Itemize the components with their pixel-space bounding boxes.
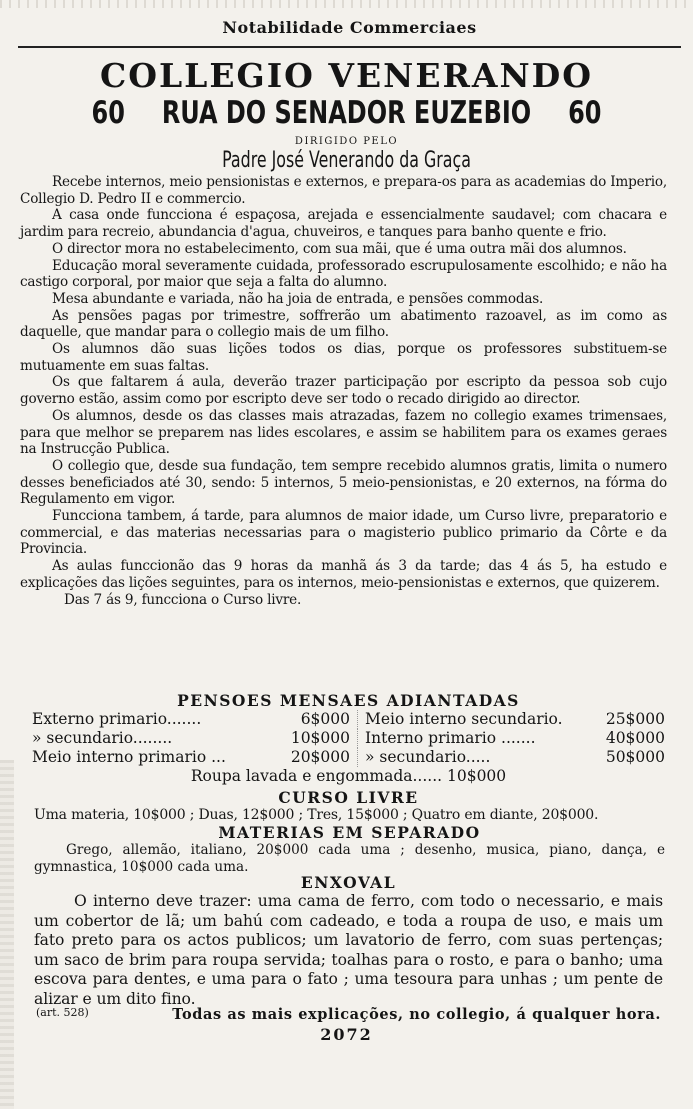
directed-by-label: DIRIGIDO PELO	[294, 136, 399, 147]
paragraph: Educação moral severamente cuidada, professorado escrupulosamente escolhido; e não ha castigo corporal, por maior que seja a falta do alumno.	[20, 257, 667, 291]
paragraph: Mesa abundante e variada, não ha joia de entrada, e pensões commodas.	[52, 290, 544, 307]
materias-prices: Grego, allemão, italiano, 20$000 cada uma ; desenho, musica, piano, dança, e gymnastica, 10$000 cada uma.	[34, 842, 665, 875]
fee-label: Meio interno secundario.	[365, 710, 563, 728]
fee-value: 10$000	[290, 729, 350, 747]
paragraph: O director mora no estabelecimento, com sua mãi, que é uma outra mãi dos alumnos.	[52, 240, 627, 257]
curso-title: CURSO LIVRE	[278, 788, 419, 807]
enxoval-text: O interno deve trazer: uma cama de ferro, com todo o necessario, e mais um cobertor de lã; um bahú com cadeado, e toda a roupa de uso, e mais um fato preto para os actos publicos; um lavatorio de ferro, com suas pertenças; um saco de brim para roupa servida; toalhas para o rosto, e para o banho; uma escova para dentes, e uma para o fato ; uma tesoura para unhas ; um pente de alizar e um dito fino.	[34, 892, 663, 1008]
street-number-left: 60	[91, 95, 125, 131]
footer-line	[36, 1006, 661, 1023]
paper-edge-top	[0, 0, 693, 8]
fee-value: 20$000	[290, 748, 350, 766]
article-ref: (art. 528)	[36, 1006, 89, 1019]
page-title: COLLEGIO VENERANDO	[99, 56, 594, 95]
section-header: Notabilidade Commerciaes	[222, 18, 477, 37]
paragraph: As pensões pagas por trimestre, soffrerão um abatimento razoavel, as im como as daquelle, que mandar para o collegio mais de um filho.	[20, 307, 667, 341]
fee-label: Meio interno primario ...	[32, 748, 226, 766]
fee-value: 25$000	[605, 710, 665, 728]
paragraph: A casa onde funcciona é espaçosa, arejada e essencialmente saudavel; com chacara e jardim para recreio, abundancia d'agua, chuveiros, e tanques para banho quente e frio.	[20, 207, 667, 241]
paragraph: Os alumnos dão suas lições todos os dias, porque os professores substituem-se mutuamente em suas faltas.	[20, 341, 667, 374]
paragraph: Os alumnos, desde os das classes mais atrazadas, fazem no collegio exames trimensaes, para que melhor se preparem nas lides escolares, e assim se habilitem para os exames geraes na Instrucção Publica.	[20, 407, 667, 458]
materias-title: MATERIAS EM SEPARADO	[218, 823, 481, 842]
paragraph-last: Das 7 ás 9, funcciona o Curso livre.	[64, 591, 302, 608]
fee-label: » secundario.....	[365, 748, 491, 766]
body-text	[20, 174, 667, 608]
street-number-right: 60	[568, 95, 602, 131]
paper-edge-left	[0, 760, 14, 1109]
address-line	[66, 95, 628, 131]
paragraph: Funcciona tambem, á tarde, para alumnos de maior idade, um Curso livre, preparatorio e commercial, e das materias necessarias para o magisterio publico primario da Côrte e da Provincia.	[20, 508, 667, 558]
fees-title: PENSOES MENSAES ADIANTADAS	[177, 691, 520, 710]
paragraph: Os que faltarem á aula, deverão trazer participação por escripto da pessoa sob cujo governo estão, assim como por escripto deve ser todo o recado dirigido ao director.	[20, 374, 667, 408]
street-name: RUA DO SENADOR EUZEBIO	[161, 95, 532, 131]
fee-row	[32, 710, 665, 729]
laundry-line: Roupa lavada e engommada...... 10$000	[190, 767, 507, 785]
column-separator	[357, 729, 359, 748]
fee-value: 6$000	[300, 710, 350, 728]
fee-row	[32, 748, 665, 767]
paragraph: Recebe internos, meio pensionistas e externos, e prepara-os para as academias do Imperio, Collegio D. Pedro II e commercio.	[20, 174, 667, 207]
header-rule	[18, 46, 681, 48]
paragraph: O collegio que, desde sua fundação, tem sempre recebido alumnos gratis, limita o numero desses beneficiados até 30, sendo: 5 internos, 5 meio-pensionistas, e 20 externos, na fórma do Regulamento em vigor.	[20, 457, 667, 508]
enxoval-title: ENXOVAL	[300, 873, 397, 892]
footer-note: Todas as mais explicações, no collegio, á qualquer hora.	[172, 1006, 661, 1023]
director-name: Padre José Venerando da Graça	[222, 148, 471, 173]
fee-label: Externo primario.......	[32, 710, 202, 728]
paragraph: As aulas funccionão das 9 horas da manhã ás 3 da tarde; das 4 ás 5, ha estudo e explicações das lições seguintes, para os internos, meio-pensionistas e externos, que quizerem.	[20, 558, 667, 591]
fee-label: » secundario........	[32, 729, 173, 747]
fee-label: Interno primario .......	[365, 729, 536, 747]
curso-section	[34, 789, 663, 824]
fees-section	[32, 691, 665, 786]
ad-code: 2072	[320, 1025, 373, 1044]
column-separator	[357, 748, 359, 767]
curso-prices: Uma materia, 10$000 ; Duas, 12$000 ; Tres, 15$000 ; Quatro em diante, 20$000.	[34, 807, 599, 823]
materias-section	[34, 824, 665, 875]
column-separator	[357, 710, 359, 729]
enxoval-section	[34, 874, 663, 1009]
fee-value: 40$000	[605, 729, 665, 747]
fee-value: 50$000	[605, 748, 665, 766]
fee-row	[32, 729, 665, 748]
